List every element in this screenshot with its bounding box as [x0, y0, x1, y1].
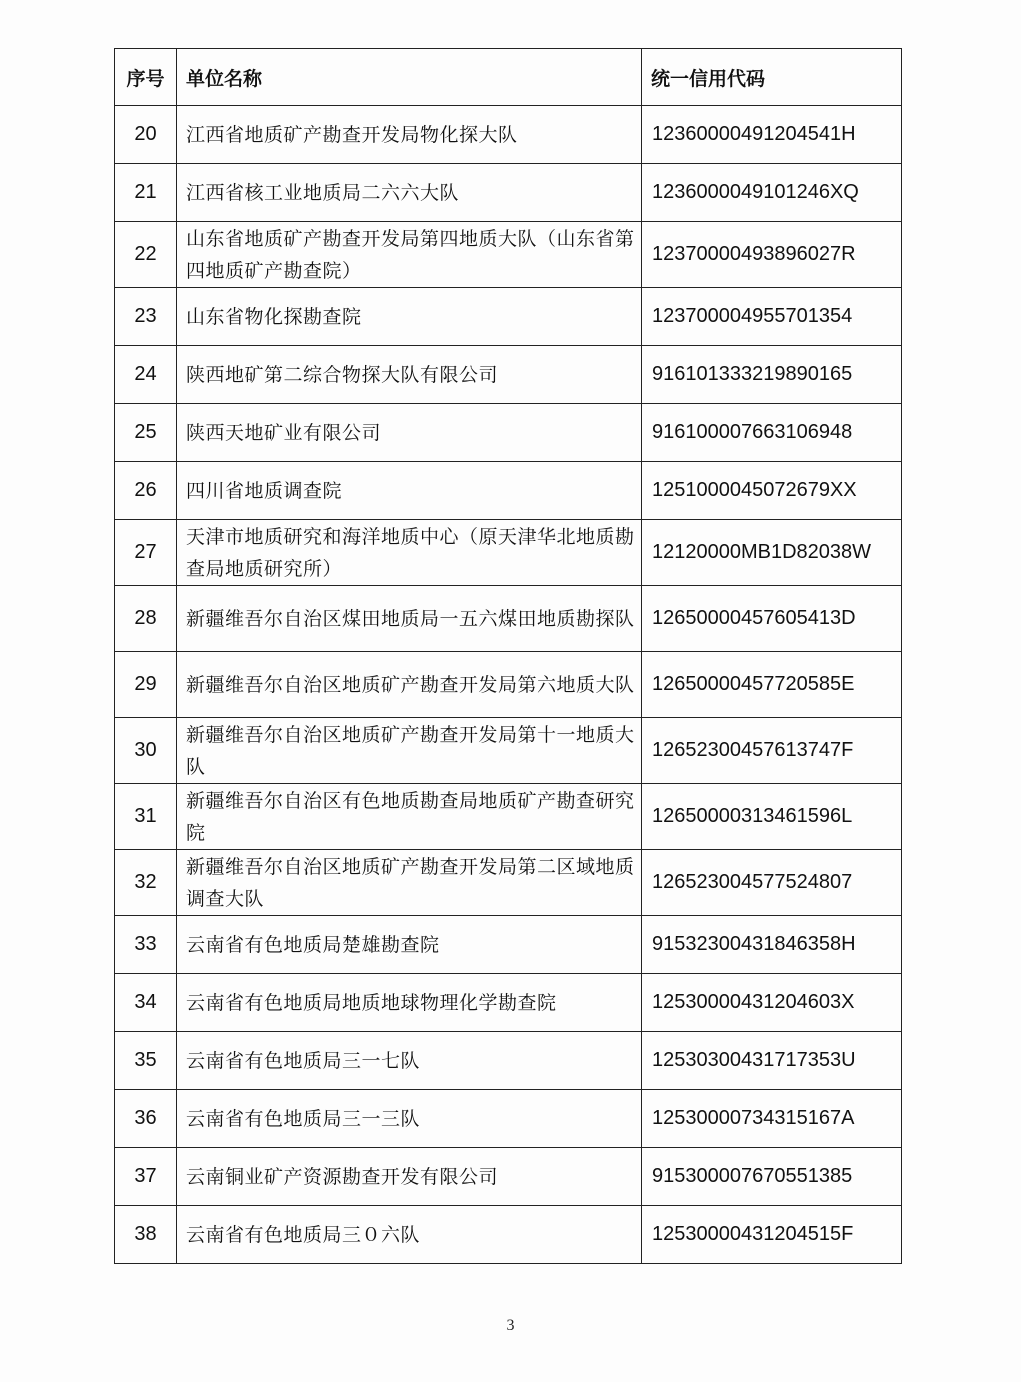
serial-number-cell: 30 [115, 718, 177, 784]
serial-number-cell: 21 [115, 164, 177, 222]
table-row [115, 288, 902, 346]
organization-name-cell: 新疆维吾尔自治区煤田地质局一五六煤田地质勘探队 [177, 586, 642, 652]
serial-number-cell: 34 [115, 974, 177, 1032]
table-row [115, 164, 902, 222]
serial-number-cell: 36 [115, 1090, 177, 1148]
credit-code-cell: 1251000045072679XX [642, 462, 902, 520]
table-row [115, 462, 902, 520]
organization-name-cell: 陕西地矿第二综合物探大队有限公司 [177, 346, 642, 404]
table-row [115, 1148, 902, 1206]
organization-name-cell: 新疆维吾尔自治区地质矿产勘查开发局第二区域地质调查大队 [177, 850, 642, 916]
serial-number-cell: 26 [115, 462, 177, 520]
table-row [115, 404, 902, 462]
serial-number-cell: 33 [115, 916, 177, 974]
table-row [115, 106, 902, 164]
credit-code-cell: 12650000457720585E [642, 652, 902, 718]
table-row [115, 784, 902, 850]
credit-code-cell: 126523004577524807 [642, 850, 902, 916]
table-row [115, 916, 902, 974]
serial-number-cell: 25 [115, 404, 177, 462]
serial-number-cell: 32 [115, 850, 177, 916]
table-row [115, 1206, 902, 1264]
table-row [115, 652, 902, 718]
organization-name-cell: 四川省地质调查院 [177, 462, 642, 520]
credit-code-cell: 12530000431204515F [642, 1206, 902, 1264]
credit-code-cell: 12652300457613747F [642, 718, 902, 784]
organization-name-cell: 云南铜业矿产资源勘查开发有限公司 [177, 1148, 642, 1206]
credit-code-cell: 915300007670551385 [642, 1148, 902, 1206]
serial-number-cell: 28 [115, 586, 177, 652]
table-row [115, 974, 902, 1032]
organization-name-cell: 云南省有色地质局三一三队 [177, 1090, 642, 1148]
organization-name-cell: 山东省地质矿产勘查开发局第四地质大队（山东省第四地质矿产勘查院） [177, 222, 642, 288]
serial-number-cell: 27 [115, 520, 177, 586]
serial-number-cell: 24 [115, 346, 177, 404]
page-number: 3 [506, 1317, 515, 1334]
organization-name-cell: 江西省核工业地质局二六六大队 [177, 164, 642, 222]
credit-code-cell: 123700004955701354 [642, 288, 902, 346]
table-row [115, 520, 902, 586]
serial-number-cell: 37 [115, 1148, 177, 1206]
header-serial-number: 序号 [115, 49, 177, 106]
table-row [115, 346, 902, 404]
organization-name-cell: 陕西天地矿业有限公司 [177, 404, 642, 462]
organization-name-cell: 云南省有色地质局楚雄勘查院 [177, 916, 642, 974]
organization-table [114, 48, 902, 1264]
table-row [115, 718, 902, 784]
credit-code-cell: 12530000734315167A [642, 1090, 902, 1148]
table-row [115, 222, 902, 288]
organization-name-cell: 江西省地质矿产勘查开发局物化探大队 [177, 106, 642, 164]
organization-name-cell: 新疆维吾尔自治区有色地质勘查局地质矿产勘查研究院 [177, 784, 642, 850]
table-row [115, 850, 902, 916]
header-credit-code: 统一信用代码 [642, 49, 902, 106]
credit-code-cell: 91532300431846358H [642, 916, 902, 974]
serial-number-cell: 20 [115, 106, 177, 164]
organization-name-cell: 山东省物化探勘查院 [177, 288, 642, 346]
credit-code-cell: 12530000431204603X [642, 974, 902, 1032]
credit-code-cell: 1236000049101246XQ [642, 164, 902, 222]
serial-number-cell: 38 [115, 1206, 177, 1264]
credit-code-cell: 916101333219890165 [642, 346, 902, 404]
table-row [115, 586, 902, 652]
organization-name-cell: 云南省有色地质局地质地球物理化学勘查院 [177, 974, 642, 1032]
organization-name-cell: 新疆维吾尔自治区地质矿产勘查开发局第六地质大队 [177, 652, 642, 718]
credit-code-cell: 12650000457605413D [642, 586, 902, 652]
organization-name-cell: 天津市地质研究和海洋地质中心（原天津华北地质勘查局地质研究所） [177, 520, 642, 586]
header-organization-name: 单位名称 [177, 49, 642, 106]
serial-number-cell: 22 [115, 222, 177, 288]
table-row [115, 1090, 902, 1148]
table-row [115, 1032, 902, 1090]
credit-code-cell: 12360000491204541H [642, 106, 902, 164]
serial-number-cell: 23 [115, 288, 177, 346]
credit-code-cell: 12650000313461596L [642, 784, 902, 850]
organization-name-cell: 云南省有色地质局三一七队 [177, 1032, 642, 1090]
organization-name-cell: 云南省有色地质局三０六队 [177, 1206, 642, 1264]
credit-code-cell: 12120000MB1D82038W [642, 520, 902, 586]
credit-code-cell: 916100007663106948 [642, 404, 902, 462]
serial-number-cell: 29 [115, 652, 177, 718]
serial-number-cell: 35 [115, 1032, 177, 1090]
table-header-row [115, 49, 902, 106]
serial-number-cell: 31 [115, 784, 177, 850]
credit-code-cell: 12530300431717353U [642, 1032, 902, 1090]
credit-code-cell: 12370000493896027R [642, 222, 902, 288]
organization-name-cell: 新疆维吾尔自治区地质矿产勘查开发局第十一地质大队 [177, 718, 642, 784]
